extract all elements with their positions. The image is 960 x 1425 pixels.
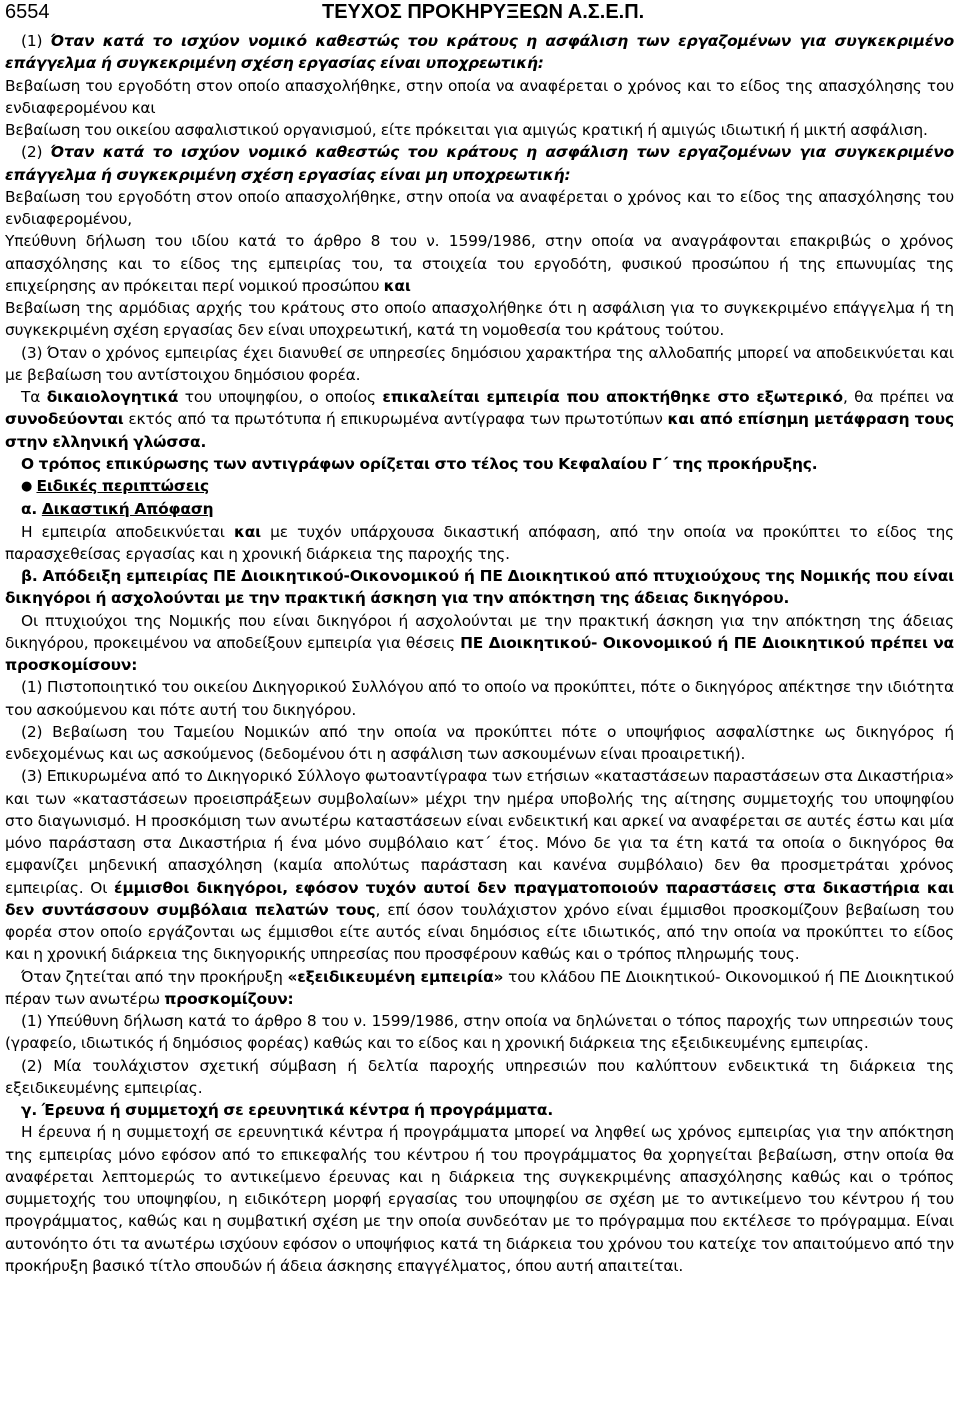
clause-2-number: (2) [21,143,51,162]
specialized-bold-1: «εξειδικευμένη εμπειρία» [287,967,504,986]
case-b-item-3-text: (3) Επικυρωμένα από το Δικηγορικό Σύλλογο φωτοαντίγραφα των ετήσιων «καταστάσεων παραστάσεων στα Δικαστήρια» και των «καταστάσεων προεισπράξεων συμβολαίων» μέχρι την ημέρα υποβολής της αίτησης συμμετοχής του υποψηφίου στο διαγωνισμό. Η προσκόμιση των ανωτέρω καταστάσεων είναι ενδεικτική και αρκεί να αναφέρεται σε αυτές έστω και μία μόνο παράσταση στα Δικαστήρια ή ένα μόνο συμβόλαιο κατ΄ έτος. Μόνο δε για τα έτη κατά τα οποία ο δικηγόρος θα εμφανίζει μηδενική απασχόληση (καμία απολύτως παράσταση και κανένα συμβόλαιο) δεν θα προσμετράται χρόνος εμπειρίας. Οι [5,767,954,897]
foreign-docs-text-1: Τα [21,388,47,406]
certification-note [5,453,954,475]
case-b-heading [5,565,954,610]
certification-note-text: Ο τρόπος επικύρωσης των αντιγράφων ορίζεται στο τέλος του Κεφαλαίου Γ΄ της προκήρυξης. [21,454,818,473]
specialized-text-1: Όταν ζητείται από την προκήρυξη [21,967,288,986]
specialized-bold-2: προσκομίζουν: [164,989,294,1008]
case-b-specialized-intro [5,966,954,1011]
foreign-docs-bold-1: δικαιολογητικά [46,388,179,406]
clause-2-declaration-text: Υπεύθυνη δήλωση του ιδίου κατά το άρθρο 8 του ν. 1599/1986, στην οποία να αναγράφονται επακριβώς ο χρόνος απασχόλησης και το είδος της εμπειρίας του, τα στοιχεία του εργοδότη, φυσικού προσώπου ή της επωνυμίας της επιχείρησης αν πρόκειται περί νομικού προσώπου [5,232,954,295]
special-cases-heading [5,475,954,498]
case-c-heading-text: γ. Έρευνα ή συμμετοχή σε ερευνητικά κέντρα ή προγράμματα. [21,1101,554,1119]
case-b-heading-text: β. Απόδειξη εμπειρίας ΠΕ Διοικητικού-Οικονομικού ή ΠΕ Διοικητικού από πτυχιούχους της Νομικής που είναι δικηγόροι ή ασχολούνται με την πρακτική άσκηση για την απόκτηση της άδειας δικηγόρου. [5,567,954,608]
clause-2-title: Όταν κατά το ισχύον νομικό καθεστώς του κράτους η ασφάλιση των εργαζομένων για συγκεκριμένο επάγγελμα ή συγκεκριμένη σχέση εργασίας είναι μη υποχρεωτική: [5,143,955,184]
case-c-body: Η έρευνα ή η συμμετοχή σε ερευνητικά κέντρα ή προγράμματα μπορεί να ληφθεί ως χρόνος εμπειρίας για την απόκτηση της εμπειρίας μόνο εφόσον από το επικεφαλής του κέντρου ή του προγράμματος θα χορηγείται βεβαίωση, στην οποία θα αναφέρεται λεπτομερώς το αντικείμενο έρευνας και η διάρκεια της συγκεκριμένης απασχόλησης καθώς και ο τρόπος συμμετοχής του υποψηφίου, η ειδικότερη μορφή εργασίας του υποψηφίου σε σχέση με το αντικείμενο του κέντρου ή του προγράμματος, καθώς και η συμβατική σχέση με την οποία συνδεόταν με το πρόγραμμα που εκτέλεσε το πρόγραμμα. Είναι αυτονόητο ότι τα ανωτέρω ισχύουν εφόσον ο υποψήφιος κατά τη διάρκεια του χρόνου του κατείχε τον απαιτούμενο από την προκήρυξη βασικό τίτλο σπουδών ή άδεια άσκησης επαγγέλματος, όπου αυτή απαιτείται. [5,1123,954,1275]
case-a-body [5,521,954,566]
case-b-intro-text: Οι πτυχιούχοι της Νομικής που είναι δικηγόροι ή ασχολούνται με την πρακτική άσκηση για την απόκτηση της άδειας δικηγόρου, προκειμένου να αποδείξουν εμπειρία για θέσεις [5,611,954,652]
case-b-intro [5,610,954,677]
case-c-heading [5,1099,954,1121]
special-cases-title: Ειδικές περιπτώσεις [36,477,209,495]
case-a-bold: και [233,522,262,541]
specialized-text-2: του κλάδου ΠΕ Διοικητικού- Οικονομικού ή ΠΕ Διοικητικού πέραν των ανωτέρω [5,967,954,1008]
case-b-item-2: (2) Βεβαίωση του Ταμείου Νομικών από την οποία να προκύπτει πότε ο υποψήφιος ασφαλίστηκε ως δικηγόρος ή ενδεχομένως και ως ασκούμενος (δεδομένου ότι η ασφάλιση των ασκουμένων είναι προαιρετική). [5,722,954,763]
foreign-docs-bold-3: συνοδεύονται [5,410,124,429]
clause-2-heading [5,141,954,186]
case-a-heading [5,498,954,520]
case-a-text-2: με τυχόν υπάρχουσα δικαστική απόφαση, από την οποία να προκύπτει το είδος της παρασχεθείσας εργασίας και η χρονική διάρκεια της παροχής της. [5,522,954,563]
clause-1-employer-certificate: Βεβαίωση του εργοδότη στον οποίο απασχολήθηκε, στην οποία να αναφέρεται ο χρόνος και το είδος της απασχόλησης του ενδιαφερομένου και [5,76,954,117]
foreign-docs-text-3: , θα πρέπει να [842,388,954,406]
foreign-docs-bold-2: επικαλείται εμπειρία που αποκτήθηκε στο εξωτερικό [382,388,843,406]
foreign-documents-paragraph [5,386,954,453]
page-number: 6554 [5,1,50,23]
foreign-docs-text-2: του υποψηφίου, ο οποίος [178,388,383,406]
clause-3: (3) Όταν ο χρόνος εμπειρίας έχει διανυθεί σε υπηρεσίες δημόσιου χαρακτήρα της αλλοδαπής μπορεί να αποδεικνύεται και με βεβαίωση του αντίστοιχου δημόσιου φορέα. [5,343,954,384]
clause-1-insurance-certificate: Βεβαίωση του οικείου ασφαλιστικού οργανισμού, είτε πρόκειται για αμιγώς κρατική ή αμιγώς ιδιωτική ή μικτή ασφάλιση. [5,121,928,139]
case-a-text-1: Η εμπειρία αποδεικνύεται [21,522,234,541]
case-b-item-1: (1) Πιστοποιητικό του οικείου Δικηγορικού Συλλόγου από το οποίο να προκύπτει, πότε ο δικηγόρος απέκτησε την ιδιότητα του ασκούμενου και πότε αυτή του δικηγόρου. [5,678,954,719]
journal-title: ΤΕΥΧΟΣ ΠΡΟΚΗΡΥΞΕΩΝ Α.Σ.Ε.Π. [322,1,645,23]
clause-2-declaration-and: και [383,276,411,295]
clause-2-employer-certificate: Βεβαίωση του εργοδότη στον οποίο απασχολήθηκε, στην οποία να αναφέρεται ο χρόνος και το είδος της απασχόλησης του ενδιαφερομένου, [5,187,954,228]
case-a-title: Δικαστική Απόφαση [41,500,214,519]
clause-1-title: Όταν κατά το ισχύον νομικό καθεστώς του κράτους η ασφάλιση των εργαζομένων για συγκεκριμένο επάγγελμα ή συγκεκριμένη σχέση εργασίας είναι υποχρεωτική: [5,32,955,73]
case-b-item-3 [5,765,954,965]
bullet-icon: ● [21,479,33,494]
case-b-item-3-bold: έμμισθοι δικηγόροι, εφόσον τυχόν αυτοί δεν πραγματοποιούν παραστάσεις στα δικαστήρια και δεν συντάσσουν συμβόλαια πελατών τους [5,878,954,919]
case-a-label: α. [21,500,42,519]
clause-2-solemn-declaration [5,230,954,297]
clause-1-number: (1) [21,32,51,50]
document-body [5,30,954,1277]
clause-2-authority-certificate: Βεβαίωση της αρμόδιας αρχής του κράτους στο οποίο απασχολήθηκε ότι η ασφάλιση για το συγκεκριμένο επάγγελμα ή τη συγκεκριμένη σχέση εργασίας δεν είναι υποχρεωτική, κατά τη νομοθεσία του κράτους τούτου. [5,299,954,340]
page-header [5,0,954,30]
case-b-specialized-item-2: (2) Μία τουλάχιστον σχετική σύμβαση ή δελτία παροχής υπηρεσιών που καλύπτουν ενδεικτικά τη διάρκεια της εξειδικευμένης εμπειρίας. [5,1056,954,1097]
foreign-docs-text-4: εκτός από τα πρωτότυπα ή επικυρωμένα αντίγραφα των πρωτοτύπων [123,410,668,429]
foreign-docs-bold-4: και από επίσημη μετάφραση τους στην ελληνική γλώσσα. [5,410,954,451]
case-b-intro-bold: ΠΕ Διοικητικού- Οικονομικού ή ΠΕ Διοικητικού πρέπει να προσκομίσουν: [5,633,954,674]
case-b-item-3-tail: , επί όσον τουλάχιστον χρόνο είναι έμμισθοι προσκομίζουν βεβαίωση του φορέα στον οποίο εργάζονται ως έμμισθοι είτε αυτός είναι δημόσιος είτε ιδιωτικός, από την οποία να προκύπτει το είδος και η χρονική διάρκεια της δικηγορικής υπηρεσίας που προσφέρουν καθώς και ο τρόπος πληρωμής τους. [5,900,955,964]
case-b-specialized-item-1: (1) Υπεύθυνη δήλωση κατά το άρθρο 8 του ν. 1599/1986, στην οποία να δηλώνεται ο τόπος παροχής των υπηρεσιών τους (γραφείο, ιδιωτικός ή δημόσιος φορέας) καθώς και το είδος και η χρονική διάρκεια της εξειδικευμένης εμπειρίας. [5,1012,954,1053]
clause-1-heading [5,30,954,75]
